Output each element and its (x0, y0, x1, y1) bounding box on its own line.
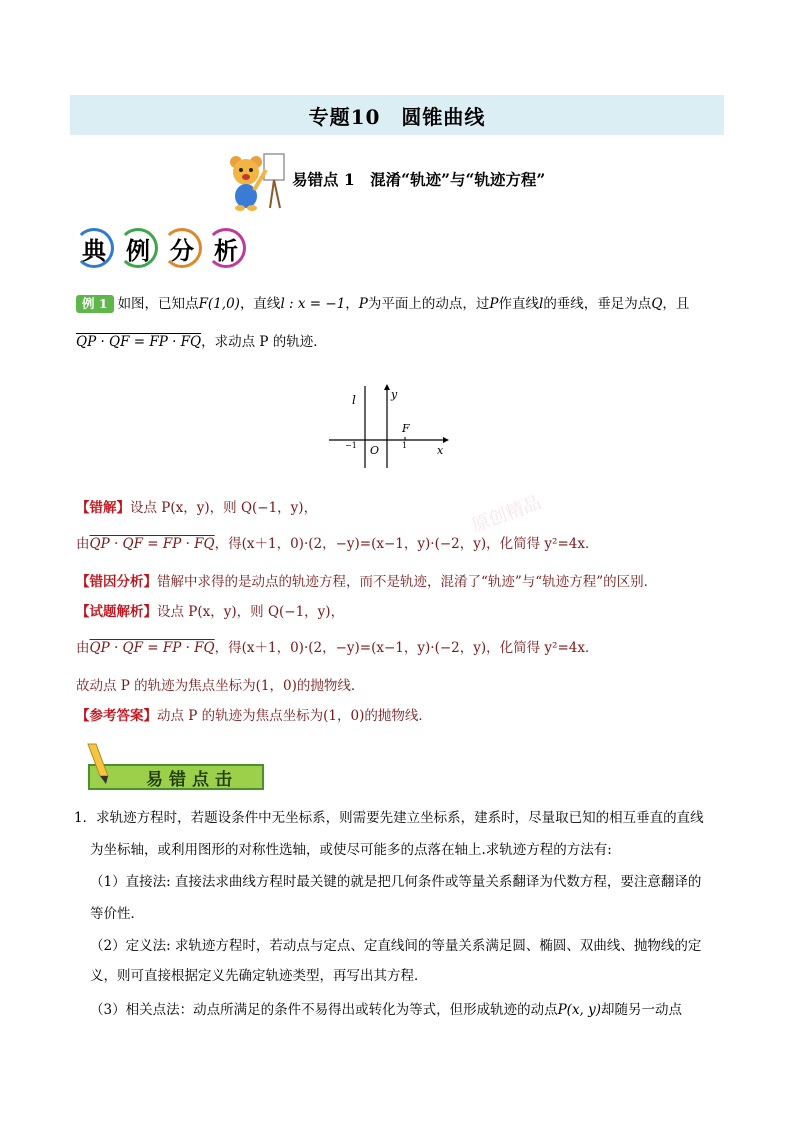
solution-label: 【试题解析】 (76, 604, 157, 620)
example-badge: 例 1 (76, 295, 114, 313)
vector-equation: QP · QF = FP · FQ (76, 334, 202, 350)
section-char-1: 典 (74, 228, 114, 268)
label-x: x (437, 444, 444, 457)
watermark: 原创精品 (469, 492, 544, 537)
label-l: l (352, 393, 356, 407)
coordinate-figure (325, 380, 455, 470)
example-line-1: 例 1 如图，已知点F(1,0)，直线l : x = −1，P为平面上的动点，过P作直线l的垂线，垂足为点Q，且 (76, 294, 689, 314)
solution-line-1: 【试题解析】设点 P(x，y)，则 Q(−1，y)， (76, 604, 345, 620)
label-y: y (391, 388, 398, 401)
tick-neg1: −1 (345, 441, 357, 450)
tip-1-line-2: 为坐标轴，或利用图形的对称性选轴，或使尽可能多的点落在轴上.求轨迹方程的方法有: (90, 842, 612, 858)
pencil-icon (82, 742, 112, 786)
answer-line: 【参考答案】动点 P 的轨迹为焦点坐标为(1，0)的抛物线． (76, 708, 432, 724)
tip-1-line-1: 1．求轨迹方程时，若题设条件中无坐标系，则需要先建立坐标系，建系时，尽量取已知的相互垂直的直线 (74, 810, 704, 826)
title-bar (70, 95, 724, 135)
teacher-bear-icon (226, 150, 290, 212)
page-title: 专题10 圆锥曲线 (308, 104, 486, 129)
example-line-2: QP · QF = FP · FQ，求动点 P 的轨迹． (76, 334, 327, 350)
subtitle: 易错点 1 混淆“轨迹”与“轨迹方程” (292, 170, 546, 189)
analysis-line: 【错因分析】错解中求得的是动点的轨迹方程，而不是轨迹，混淆了“轨迹”与“轨迹方程”的区别． (76, 574, 658, 590)
tip-2-line-1: （1）直接法: 直接法求曲线方程时最关键的就是把几何条件或等量关系翻译为代数方程，要注意翻译的 (90, 874, 702, 890)
banner-text: 易错点击 (146, 770, 238, 790)
label-F: F (402, 422, 410, 435)
tip-3-line-1: （2）定义法: 求轨迹方程时，若动点与定点、定直线间的等量关系满足圆、椭圆、双曲线、抛物线的定 (90, 938, 702, 954)
wrong-label: 【错解】 (76, 500, 130, 516)
tick-1: 1 (402, 441, 408, 450)
label-O: O (370, 444, 380, 457)
tip-3-line-2: 义，则可直接根据定义先确定轨迹类型，再写出其方程． (90, 968, 428, 984)
section-char-4: 析 (206, 228, 246, 268)
solution-line-2: 由QP · QF = FP · FQ，得(x＋1，0)·(2，−y)=(x−1，y)·(−2，y)，化简得 y²=4x． (76, 640, 599, 656)
section-heading (74, 228, 246, 268)
section-char-2: 例 (118, 228, 158, 268)
solution-line-3: 故动点 P 的轨迹为焦点坐标为(1，0)的抛物线． (76, 678, 365, 694)
wrong-line-1: 【错解】设点 P(x，y)，则 Q(−1，y)， (76, 500, 318, 516)
answer-label: 【参考答案】 (76, 708, 157, 724)
tip-2-line-2: 等价性． (90, 906, 144, 922)
wrong-line-2: 由QP · QF = FP · FQ，得(x＋1，0)·(2，−y)=(x−1，y)·(−2，y)，化简得 y²=4x． (76, 536, 599, 552)
tip-4-line-1: （3）相关点法：动点所满足的条件不易得出或转化为等式，但形成轨迹的动点P(x, y)却随另一动点 (90, 1002, 683, 1018)
analysis-label: 【错因分析】 (76, 574, 157, 590)
section-char-3: 分 (162, 228, 202, 268)
